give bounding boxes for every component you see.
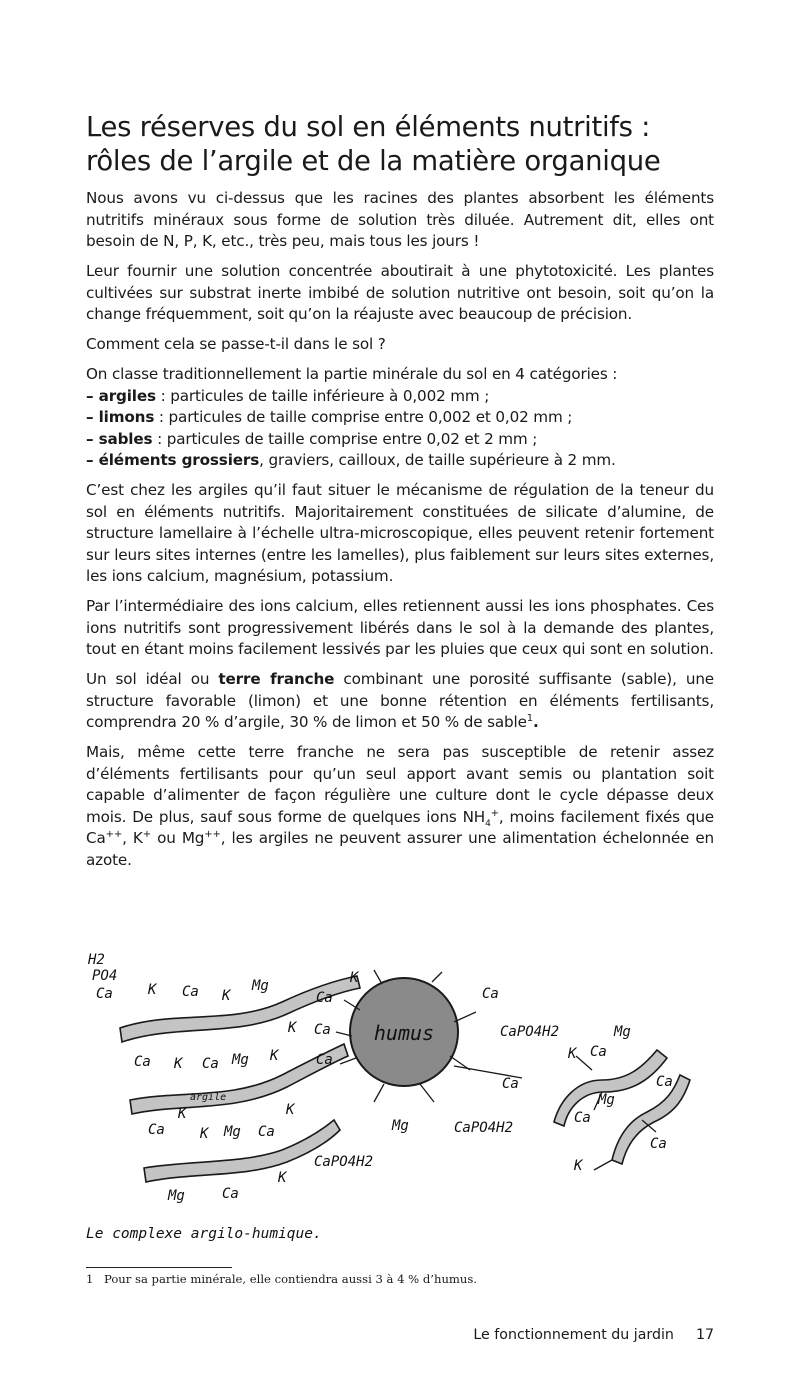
ion-label: Mg [232, 1052, 249, 1068]
category-item: – limons : particules de taille comprise entre 0,002 et 0,02 mm ; [86, 408, 573, 426]
figure-caption: Le complexe argilo-humique. [86, 1226, 322, 1242]
ion-label: K [222, 988, 231, 1004]
ion-label: K [286, 1102, 295, 1118]
category-item: – sables : particules de taille comprise entre 0,02 et 2 mm ; [86, 429, 538, 448]
ion-label: Ca [134, 1054, 151, 1070]
ion-label: Ca [502, 1076, 519, 1092]
ion-label: PO4 [92, 968, 118, 984]
ion-label: K [350, 970, 359, 986]
category-item: – éléments grossiers, graviers, cailloux, de taille supérieure à 2 mm. [86, 451, 616, 469]
ion-label: Ca [482, 986, 499, 1002]
category-term: limons [98, 408, 155, 426]
ion-label: Ca [182, 984, 199, 1000]
ion-label: Ca [316, 990, 333, 1006]
ion-label: Mg [224, 1124, 241, 1140]
ion-label: Ca [222, 1186, 239, 1202]
ion-label: K [174, 1056, 183, 1072]
ion-label: Ca [258, 1124, 275, 1140]
illustration-svg [82, 940, 702, 1210]
paragraph-1: Nous avons vu ci-dessus que les racines des plantes absorbent les éléments nutritifs minéraux sous forme de solution très diluée. Autrement dit, elles ont besoin de N, P, K, etc., très peu, mais tous les jours ! [86, 189, 714, 250]
ion-label: Ca [96, 986, 113, 1002]
ion-label: K [574, 1158, 583, 1174]
ion-label: Mg [168, 1188, 185, 1204]
categories-intro: On classe traditionnellement la partie minérale du sol en 4 catégories : [86, 365, 618, 383]
ion-label: Ca [202, 1056, 219, 1072]
running-section-title: Le fonctionnement du jardin [473, 1327, 674, 1343]
footnote-divider [86, 1267, 232, 1268]
clay-band [144, 1120, 340, 1182]
page-content [86, 110, 714, 880]
paragraph-3: Comment cela se passe-t-il dans le sol ? [86, 335, 386, 353]
ion-label: K [200, 1126, 209, 1142]
ion-label: K [288, 1020, 297, 1036]
ion-label: Ca [650, 1136, 667, 1152]
ion-label: Mg [392, 1118, 409, 1134]
ion-label: K [148, 982, 157, 998]
page-number: 17 [695, 1327, 714, 1343]
paragraph-6: Par l’intermédiaire des ions calcium, elles retiennent aussi les ions phosphates. Ces ions nutritifs sont progressivement libérés dans le sol à la demande des plantes, tout en étant moins facilement lessivés par les pluies que ceux qui sont en solution. [86, 597, 714, 658]
ion-label: Ca [314, 1022, 331, 1038]
clay-humus-complex-illustration [82, 940, 702, 1210]
title-line-1: Les réserves du sol en éléments nutritifs : [86, 111, 651, 143]
ion-label: Ca [148, 1122, 165, 1138]
ion-label: Ca [656, 1074, 673, 1090]
paragraph-8: Mais, même cette terre franche ne sera pas susceptible de retenir assez d’éléments fertilisants pour qu’un seul apport avant semis ou plantation soit capable d’alimenter de façon régulière une culture dont le cycle dépasse deux mois. De plus, sauf sous forme de quelques ions $NH_4^+$, moins facilement fixés que Ca++, K+ ou Mg++, les argiles ne peuvent assurer une alimentation échelonnée en azote. [86, 743, 715, 869]
argile-label: argile [190, 1092, 227, 1103]
footnote-text: Pour sa partie minérale, elle contiendra aussi 3 à 4 % d’humus. [104, 1272, 478, 1286]
page-title [86, 110, 714, 178]
humus-label: humus [373, 1021, 435, 1045]
category-term: éléments grossiers [98, 451, 260, 469]
ion-label: K [568, 1046, 577, 1062]
title-line-2: rôles de l’argile et de la matière organique [86, 145, 661, 177]
category-term: argiles [98, 386, 156, 405]
page-footer [473, 1327, 714, 1343]
footnote-ref: 1 [526, 712, 534, 724]
ion-label: K [270, 1048, 279, 1064]
ion-label: Ca [590, 1044, 607, 1060]
ion-label: K [278, 1170, 287, 1186]
ion-label: Ca [574, 1110, 591, 1126]
ion-label: H2 [88, 952, 105, 968]
ion-label: Mg [598, 1092, 615, 1108]
footnote-number: 1 [86, 1272, 94, 1286]
ion-label: Mg [252, 978, 269, 994]
ion-label: Ca [316, 1052, 333, 1068]
paragraph-7: Un sol idéal ou terre franche combinant une porosité suffisante (sable), une structure favorable (limon) et une bonne rétention en éléments fertilisants, comprendra 20 % d’argile, 30 % de limon et 50 % de sable$^1$. [86, 670, 714, 731]
paragraph-5: C’est chez les argiles qu’il faut situer le mécanisme de régulation de la teneur du sol en éléments nutritifs. Majoritairement constituées de silicate d’alumine, de structure lamellaire à l’échelle ultra-microscopique, elles peuvent retenir fortement sur leurs sites internes (entre les lamelles), plus faiblement sur leurs sites externes, les ions calcium, magnésium, potassium. [86, 481, 714, 585]
category-item: – argiles : particules de taille inférieure à 0,002 mm ; [86, 386, 490, 405]
ion-label: Mg [614, 1024, 631, 1040]
soil-categories [86, 364, 714, 472]
ion-label: CaPO4H2 [314, 1154, 374, 1170]
ion-label: CaPO4H2 [500, 1024, 560, 1040]
category-term: sables [98, 429, 153, 448]
term-terre-franche: terre franche [218, 670, 335, 688]
paragraph-2: Leur fournir une solution concentrée aboutirait à une phytotoxicité. Les plantes cultivées sur substrat inerte imbibé de solution nutritive ont besoin, soit qu’on la change fréquemment, soit qu’on la réajuste avec beaucoup de précision. [86, 262, 714, 323]
ion-label: K [178, 1106, 187, 1122]
ion-label: CaPO4H2 [454, 1120, 514, 1136]
footnote [86, 1272, 477, 1286]
